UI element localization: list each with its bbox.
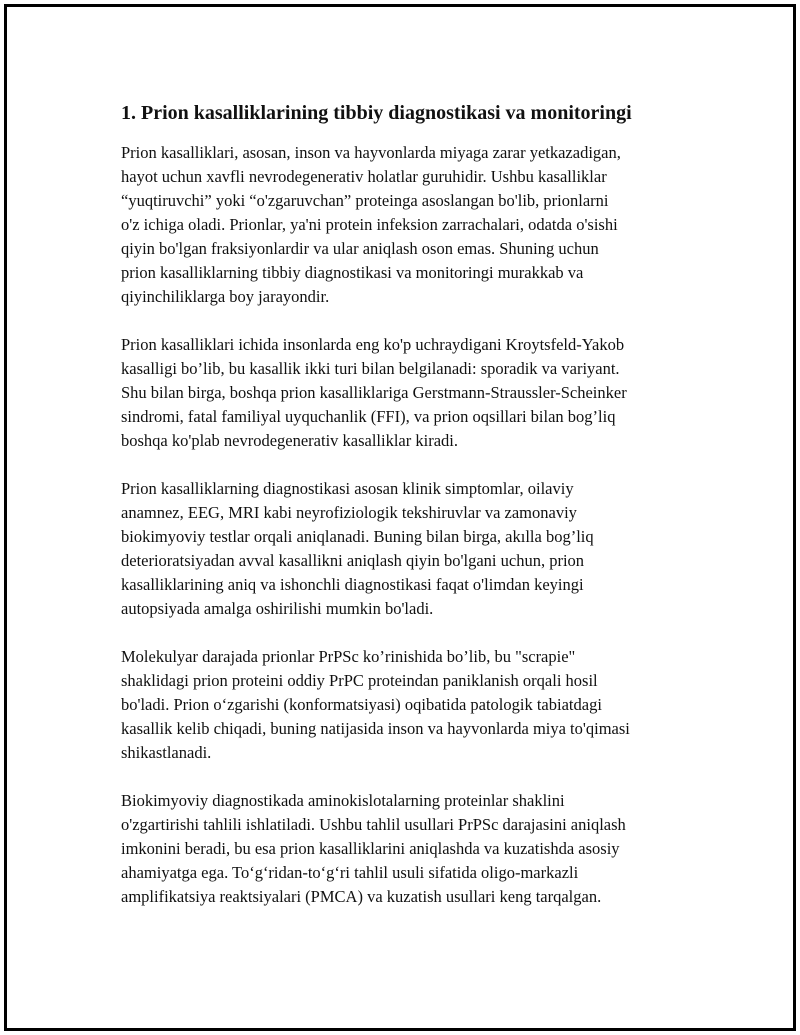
text-line: bo'ladi. Prion o‘zgarishi (konformatsiyasi) oqibatida patologik tabiatdagi [121,695,602,714]
text-line: qiyinchiliklarga boy jarayondir. [121,287,330,306]
text-line: imkonini beradi, bu esa prion kasalliklarini aniqlashda va kuzatishda asosiy [121,839,620,858]
text-line: prion kasalliklarning tibbiy diagnostikasi va monitoringi murakkab va [121,263,584,282]
text-line: autopsiyada amalga oshirilishi mumkin bo'ladi. [121,599,434,618]
document-body [121,99,701,933]
text-line: Biokimyoviy diagnostikada aminokislotalarning proteinlar shaklini [121,791,565,810]
paragraph-2 [121,333,701,453]
paragraph-1 [121,141,701,309]
text-line: Molekulyar darajada prionlar PrPSc ko’rinishida bo’lib, bu "scrapie" [121,647,576,666]
text-line: Prion kasalliklarning diagnostikasi asosan klinik simptomlar, oilaviy [121,479,574,498]
text-line: o'z ichiga oladi. Prionlar, ya'ni protein infeksion zarrachalari, odatda o'sishi [121,215,618,234]
text-line: shaklidagi prion proteini oddiy PrPC proteindan paniklanish orqali hosil [121,671,598,690]
text-line: Prion kasalliklari ichida insonlarda eng ko'p uchraydigani Kroytsfeld-Yakob [121,335,625,354]
text-line: kasalliklarining aniq va ishonchli diagnostikasi faqat o'limdan keyingi [121,575,584,594]
text-line: biokimyoviy testlar orqali aniqlanadi. Buning bilan birga, akılla bog’liq [121,527,594,546]
text-line: kasallik kelib chiqadi, buning natijasida inson va hayvonlarda miya to'qimasi [121,719,630,738]
text-line: hayot uchun xavfli nevrodegenerativ holatlar guruhidir. Ushbu kasalliklar [121,167,607,186]
text-line: ahamiyatga ega. To‘g‘ridan-to‘g‘ri tahlil usuli sifatida oligo-markazli [121,863,579,882]
paragraph-3 [121,477,701,621]
text-line: anamnez, EEG, MRI kabi neyrofiziologik tekshiruvlar va zamonaviy [121,503,577,522]
text-line: “yuqtiruvchi” yoki “o'zgaruvchan” proteinga asoslangan bo'lib, prionlarni [121,191,609,210]
text-line: Prion kasalliklari, asosan, inson va hayvonlarda miyaga zarar yetkazadigan, [121,143,621,162]
text-line: qiyin bo'lgan fraksiyonlardir va ular aniqlash oson emas. Shuning uchun [121,239,599,258]
text-line: amplifikatsiya reaktsiyalari (PMCA) va kuzatish usullari keng tarqalgan. [121,887,602,906]
text-line: boshqa ko'plab nevrodegenerativ kasalliklar kiradi. [121,431,458,450]
text-line: deterioratsiyadan avval kasallikni aniqlash qiyin bo'lgani uchun, prion [121,551,585,570]
text-line: o'zgartirishi tahlili ishlatiladi. Ushbu tahlil usullari PrPSc darajasini aniqlash [121,815,626,834]
text-line: kasalligi bo’lib, bu kasallik ikki turi bilan belgilanadi: sporadik va variyant. [121,359,620,378]
paragraph-4 [121,645,701,765]
page-frame [4,4,796,1031]
paragraph-5 [121,789,701,909]
section-heading: 1. Prion kasalliklarining tibbiy diagnostikasi va monitoringi [121,102,632,124]
text-line: Shu bilan birga, boshqa prion kasalliklariga Gerstmann-Straussler-Scheinker [121,383,627,402]
text-line: shikastlanadi. [121,743,212,762]
text-line: sindromi, fatal familiyal uyquchanlik (FFI), va prion oqsillari bilan bog’liq [121,407,616,426]
